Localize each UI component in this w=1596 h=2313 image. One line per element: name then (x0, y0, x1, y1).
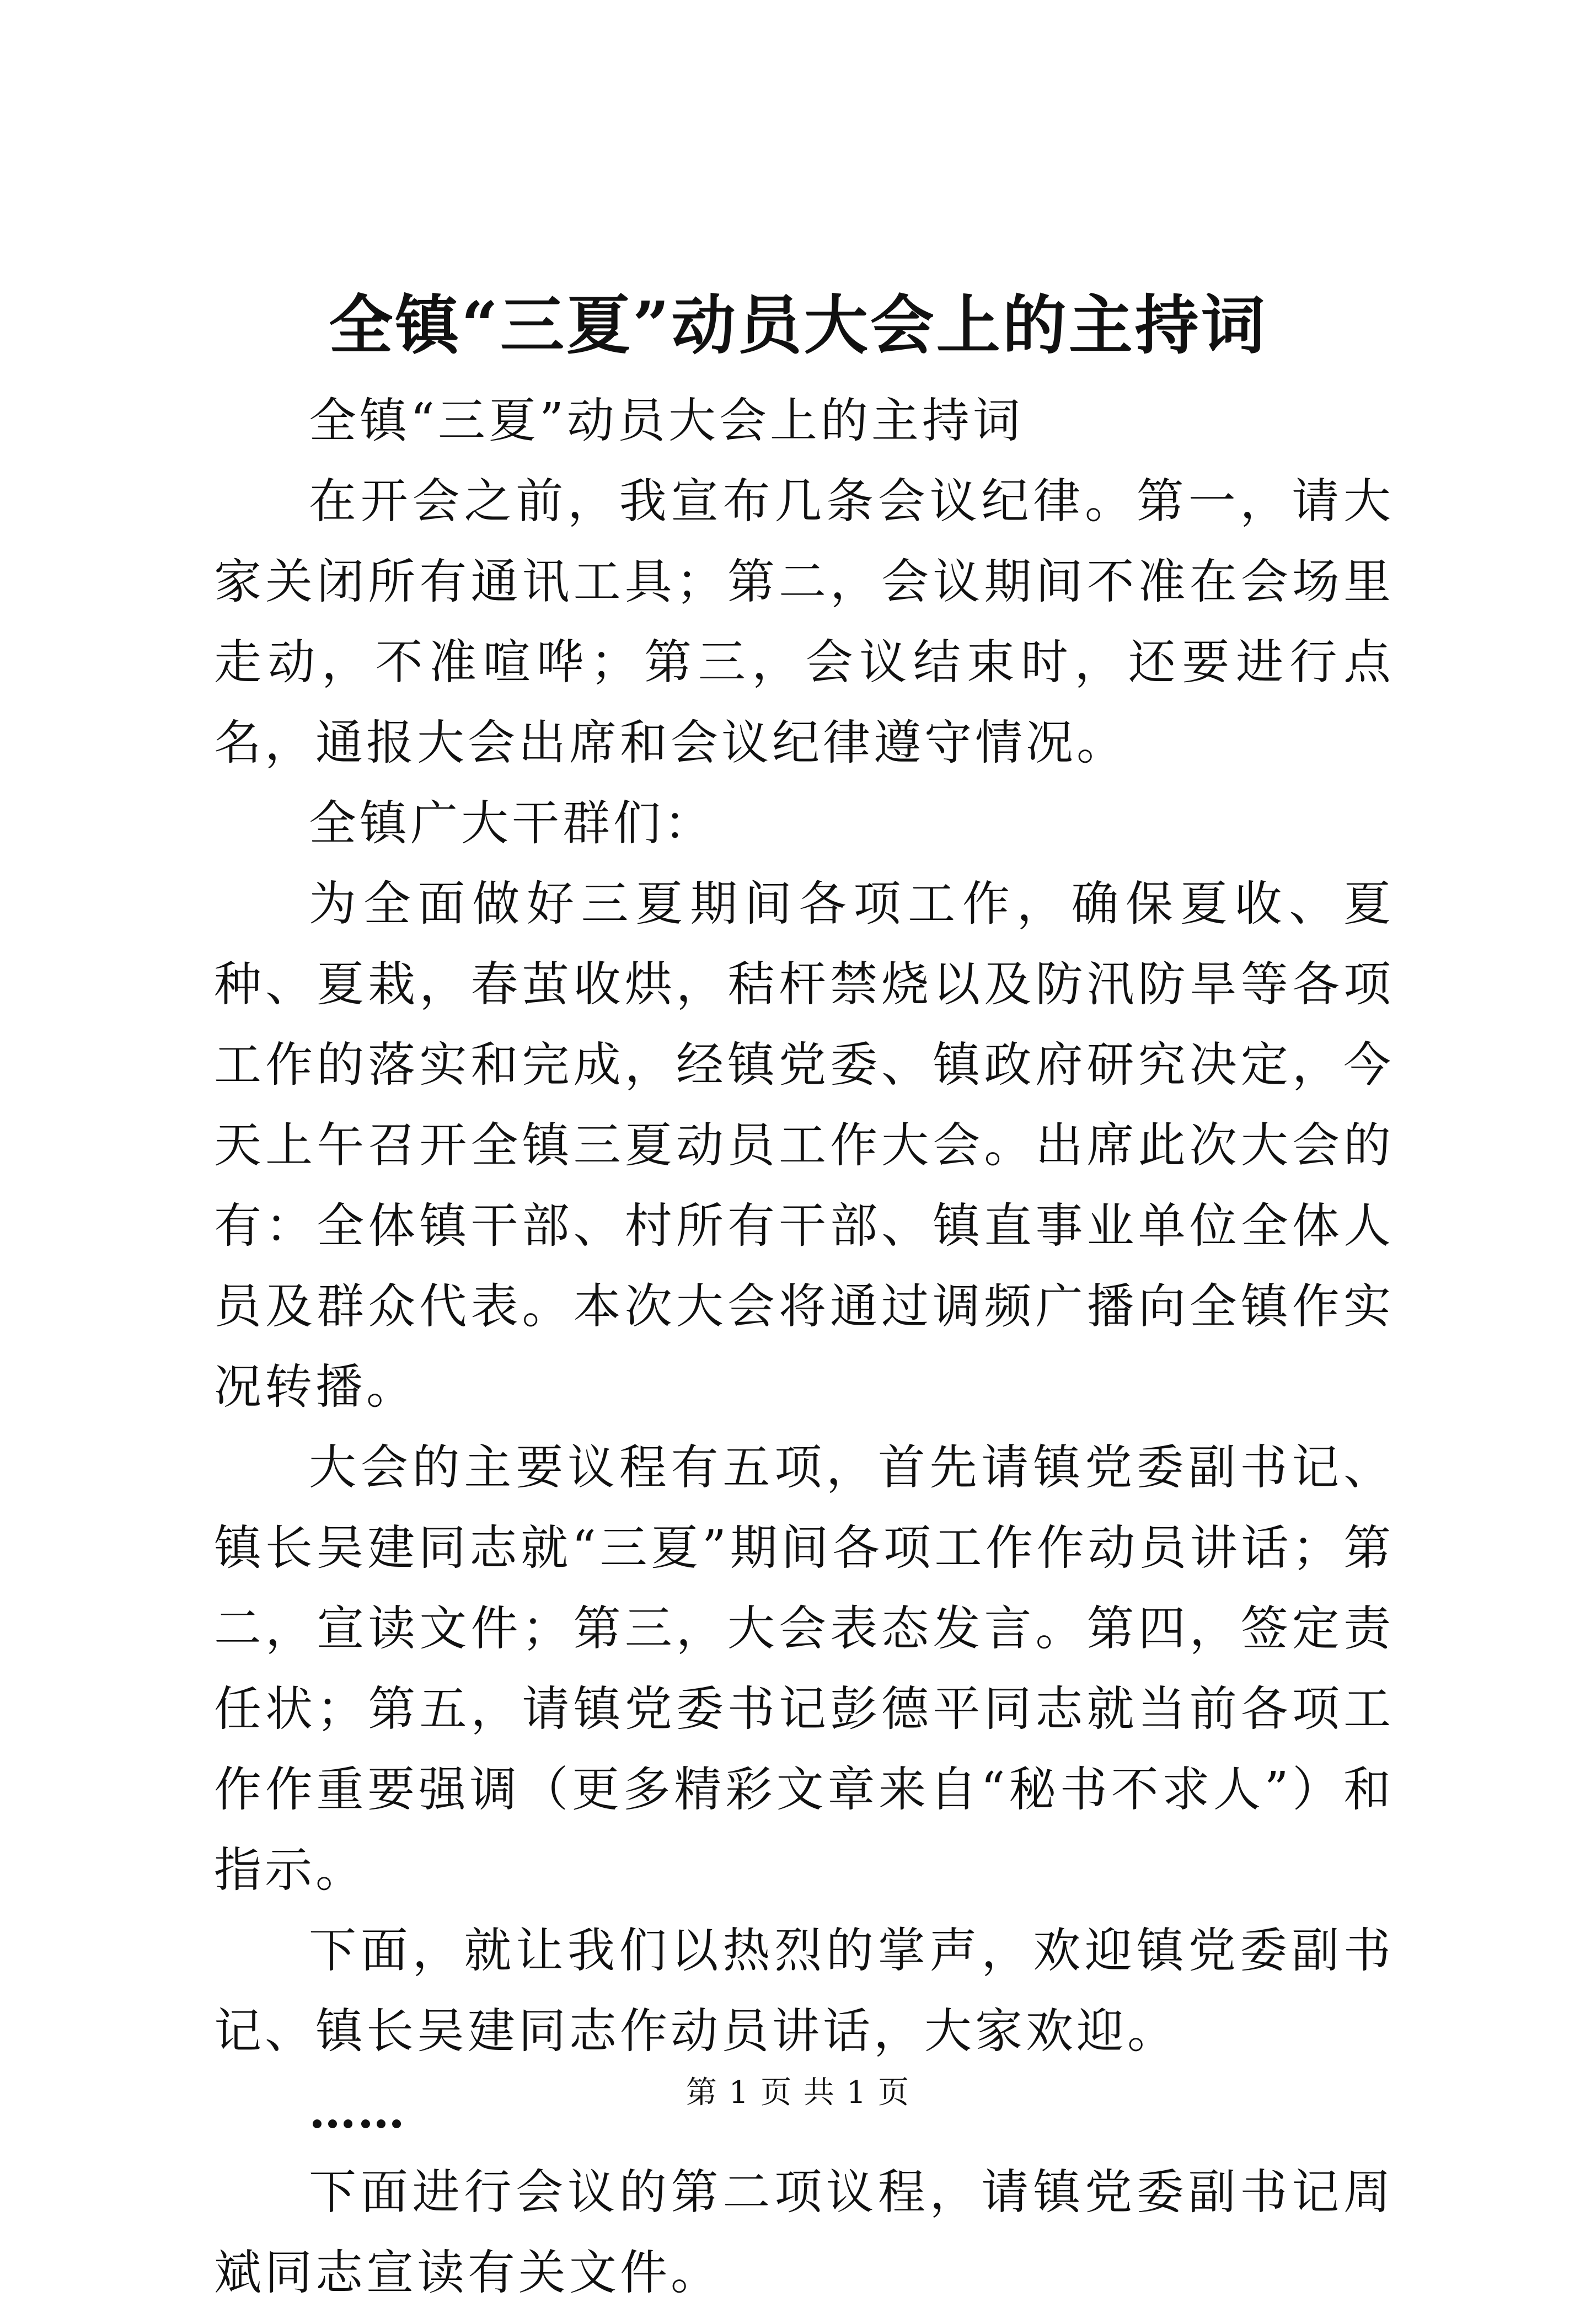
page-footer: 第 1 页 共 1 页 (685, 2075, 911, 2111)
paragraph-agenda: 大会的主要议程有五项，首先请镇党委副书记、镇长吴建同志就“三夏”期间各项工作作动员讲话；第二，宣读文件；第三，大会表态发言。第四，签定责任状；第五，请镇党委书记彭德平同志就当前各项工作作重要强调（更多精彩文章来自“秘书不求人”）和指示。 (214, 1440, 1394, 1898)
paragraph-ellipsis: …… (309, 2084, 406, 2139)
paragraph-purpose: 为全面做好三夏期间各项工作，确保夏收、夏种、夏栽，春茧收烘，秸杆禁烧以及防汛防旱等各项工作的落实和完成，经镇党委、镇政府研究决定，今天上午召开全镇三夏动员工作大会。出席此次大会的有：全体镇干部、村所有干部、镇直事业单位全体人员及群众代表。本次大会将通过调频广播向全镇作实况转播。 (214, 876, 1394, 1415)
paragraph-subtitle: 全镇“三夏”动员大会上的主持词 (309, 393, 1024, 448)
paragraph-welcome-speech: 下面，就让我们以热烈的掌声，欢迎镇党委副书记、镇长吴建同志作动员讲话，大家欢迎。 (214, 1923, 1394, 2059)
paragraph-second-agenda: 下面进行会议的第二项议程，请镇党委副书记周斌同志宣读有关文件。 (214, 2165, 1394, 2300)
paragraph-salutation: 全镇广大干群们： (309, 796, 715, 851)
paragraph-meeting-rules: 在开会之前，我宣布几条会议纪律。第一，请大家关闭所有通讯工具；第二，会议期间不准在会场里走动，不准喧哗；第三，会议结束时，还要进行点名，通报大会出席和会议纪律遵守情况。 (214, 474, 1394, 770)
document-body (214, 381, 1394, 2313)
document-title: 全镇“三夏”动员大会上的主持词 (329, 288, 1267, 363)
